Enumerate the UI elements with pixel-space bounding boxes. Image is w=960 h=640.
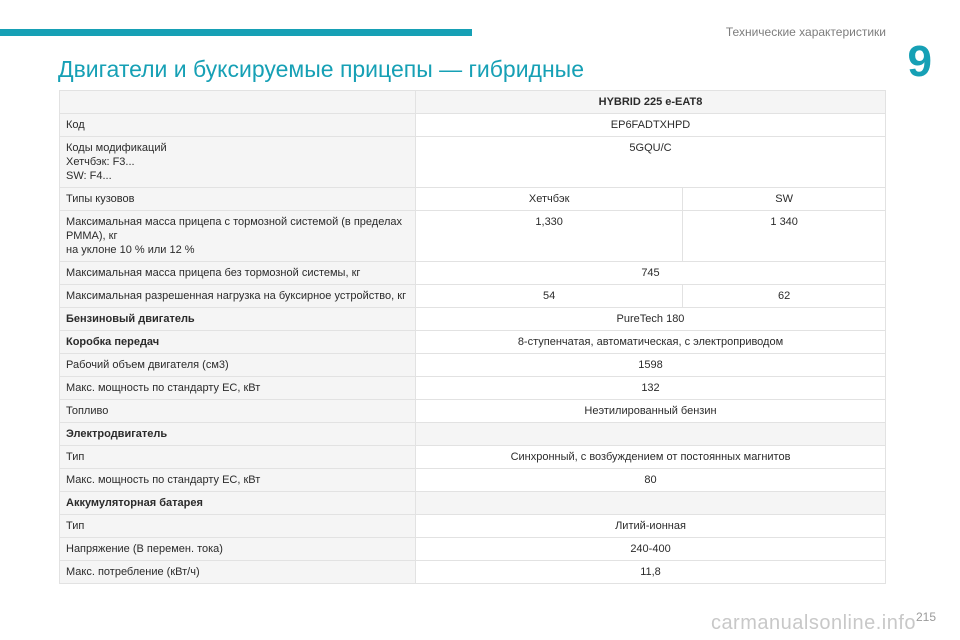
row-value-sw: SW	[683, 188, 886, 211]
row-label: Тип	[60, 446, 416, 469]
row-value: 5GQU/C	[416, 137, 886, 188]
chapter-number: 9	[907, 37, 932, 86]
table-row	[60, 211, 886, 262]
table-row	[60, 285, 886, 308]
row-label: Электродвигатель	[60, 423, 416, 446]
table-row	[60, 331, 886, 354]
row-label: Напряжение (В перемен. тока)	[60, 538, 416, 561]
row-value-hatchback: 54	[416, 285, 683, 308]
table-row	[60, 377, 886, 400]
row-label: Максимальная масса прицепа без тормозной системы, кг	[60, 262, 416, 285]
row-value: 11,8	[416, 561, 886, 584]
table-row	[60, 400, 886, 423]
table-row	[60, 538, 886, 561]
page-title: Двигатели и буксируемые прицепы — гибридные	[58, 56, 585, 82]
header-accent-bar	[0, 29, 472, 36]
table-row	[60, 561, 886, 584]
row-value-hatchback: Хетчбэк	[416, 188, 683, 211]
row-label: Топливо	[60, 400, 416, 423]
table-row	[60, 308, 886, 331]
row-value: Литий-ионная	[416, 515, 886, 538]
table-row	[60, 262, 886, 285]
table-row	[60, 446, 886, 469]
row-value: 745	[416, 262, 886, 285]
row-label: Максимальная разрешенная нагрузка на буксирное устройство, кг	[60, 285, 416, 308]
table-header-empty-cell	[60, 91, 416, 114]
table-row	[60, 423, 886, 446]
row-value: 132	[416, 377, 886, 400]
section-title: Технические характеристики	[725, 25, 886, 39]
table-header-row	[60, 91, 886, 114]
row-value: PureTech 180	[416, 308, 886, 331]
row-label: Коробка передач	[60, 331, 416, 354]
row-label: Аккумуляторная батарея	[60, 492, 416, 515]
table-row	[60, 354, 886, 377]
row-value: EP6FADTXHPD	[416, 114, 886, 137]
row-value: Синхронный, с возбуждением от постоянных магнитов	[416, 446, 886, 469]
table-row	[60, 492, 886, 515]
table-row	[60, 469, 886, 492]
row-label: Макс. потребление (кВт/ч)	[60, 561, 416, 584]
row-label: Макс. мощность по стандарту ЕС, кВт	[60, 469, 416, 492]
table-row	[60, 188, 886, 211]
row-value: 8-ступенчатая, автоматическая, с электроприводом	[416, 331, 886, 354]
row-value-sw: 1 340	[683, 211, 886, 262]
row-value-empty	[416, 492, 886, 515]
row-value: 1598	[416, 354, 886, 377]
row-value-hatchback: 1,330	[416, 211, 683, 262]
spec-table	[59, 90, 886, 584]
page-number: 215	[915, 610, 936, 624]
table-row	[60, 137, 886, 188]
watermark: carmanualsonline.info	[710, 612, 916, 634]
row-value: Неэтилированный бензин	[416, 400, 886, 423]
row-label: Код	[60, 114, 416, 137]
row-label: Рабочий объем двигателя (см3)	[60, 354, 416, 377]
table-row	[60, 114, 886, 137]
row-label: Типы кузовов	[60, 188, 416, 211]
row-label: Бензиновый двигатель	[60, 308, 416, 331]
model-header: HYBRID 225 e-EAT8	[416, 91, 886, 114]
row-label: Макс. мощность по стандарту ЕС, кВт	[60, 377, 416, 400]
row-label: Тип	[60, 515, 416, 538]
row-label: Максимальная масса прицепа с тормозной системой (в пределах РММА), кг на уклоне 10 % или 12 %	[60, 211, 416, 262]
row-value: 80	[416, 469, 886, 492]
row-value-sw: 62	[683, 285, 886, 308]
table-row	[60, 515, 886, 538]
row-value: 240-400	[416, 538, 886, 561]
row-value-empty	[416, 423, 886, 446]
row-label: Коды модификаций Хетчбэк: F3... SW: F4...	[60, 137, 416, 188]
